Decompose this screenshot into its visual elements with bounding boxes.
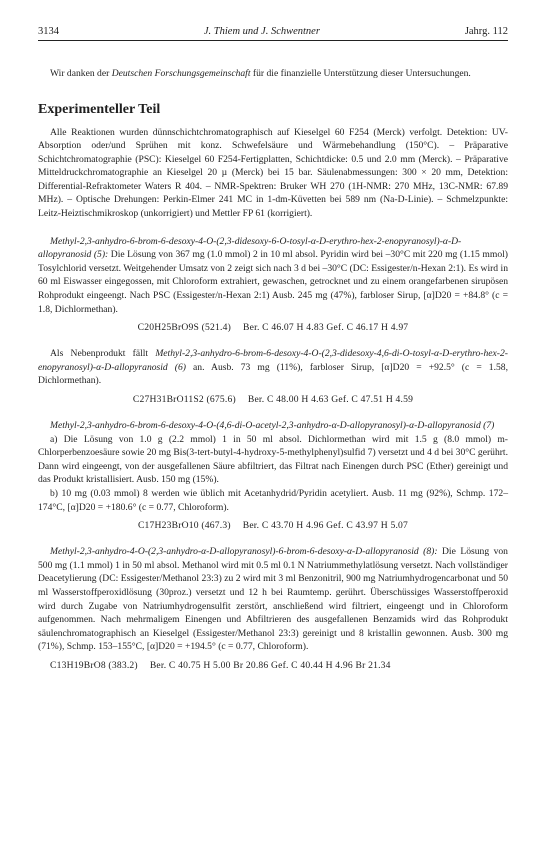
- compound-5-analysis: Ber. C 46.07 H 4.83 Gef. C 46.17 H 4.97: [243, 322, 409, 334]
- compound-5-procedure: [38, 235, 508, 317]
- journal-page: [38, 26, 508, 671]
- compound-8-title: Methyl-2,3-anhydro-4-O-(2,3-anhydro-α-D-allopyranosyl)-6-brom-6-desoxy-α-D-allopyranosid (8):: [50, 546, 438, 558]
- header-authors: J. Thiem und J. Schwentner: [203, 26, 320, 37]
- compound-7-formula: C17H23BrO10 (467.3): [137, 520, 231, 532]
- general-methods: Alle Reaktionen wurden dünnschichtchromatographisch auf Kieselgel 60 F254 (Merck) verfolgt. Detektion: UV-Absorption oder/und Sprühen mit konz. Schwefelsäure und Wärmebehandlung (150°C). – Präparative Schichtchromatographie (PSC): Kieselgel 60 F254-Fertigplatten, Schichtdicke: 0.5 und 2.0 mm (Merck). – Präparative Mitteldruckchromatographie an Kieselgel 20 µ (Merck) bei 15 bar. Säulenabmessungen: 300 × 20 mm, Detektion: Differential-Refraktometer Waters R 404. – NMR-Spektren: Bruker WH 270 (1H-NMR: 270 MHz, 13C-NMR: 67.89 MHz). – Optische Drehungen: Perkin-Elmer 241 MC in 1-dm-Küvetten bei 589 nm (Na-D-Linie). – Schmelzpunkte: Leitz-Heiztischmikroskop (unkorrigiert) und Mettler FP 61 (korrigiert).: [38, 126, 508, 220]
- compound-6-title: Methyl-2,3-anhydro-6-brom-6-desoxy-4-O-(2,3-didesoxy-4,6-di-O-tosyl-α-D-erythro-hex-2-enopyranosyl)-α-D-allopyranosid (6): [38, 348, 508, 373]
- compound-5-formula: C20H25BrO9S (521.4): [137, 322, 232, 334]
- compound-8-procedure: [38, 545, 508, 654]
- compound-6-analysis-line: [38, 394, 508, 405]
- compound-7-title: Methyl-2,3-anhydro-6-brom-6-desoxy-4-O-(4,6-di-O-acetyl-2,3-anhydro-α-D-allopyranosyl)-α-D-allopyranosid (7): [50, 420, 495, 431]
- compound-6-text-pre: Als Nebenprodukt fällt: [50, 348, 156, 360]
- compound-6-procedure: [38, 347, 508, 388]
- header-journal: Jahrg. 112: [464, 26, 508, 37]
- compound-8-analysis: Ber. C 40.75 H 5.00 Br 20.86 Gef. C 40.44 H 4.96 Br 21.34: [149, 659, 391, 671]
- compound-8: [38, 545, 508, 671]
- compound-6: [38, 347, 508, 405]
- compound-5-title: Methyl-2,3-anhydro-6-brom-6-desoxy-4-O-(2,3-didesoxy-6-O-tosyl-α-D-erythro-hex-2-enopyranosyl)-α-D-allopyranosid (5):: [38, 235, 462, 261]
- acknowledgement: [38, 67, 508, 82]
- ack-pre: Wir danken der: [50, 68, 112, 79]
- compound-8-formula: C13H19BrO8 (383.2): [50, 659, 138, 671]
- compound-8-analysis-line: [38, 660, 508, 671]
- compound-7-analysis: Ber. C 43.70 H 4.96 Gef. C 43.97 H 5.07: [242, 520, 409, 532]
- page-number: 3134: [38, 26, 59, 37]
- compound-6-analysis: Ber. C 48.00 H 4.63 Gef. C 47.51 H 4.59: [247, 394, 414, 405]
- section-title: Experimenteller Teil: [38, 101, 161, 117]
- ack-post: für die finanzielle Unterstützung dieser Untersuchungen.: [250, 68, 471, 79]
- compound-5-text: Die Lösung von 367 mg (1.0 mmol) 2 in 10 ml absol. Pyridin wird bei –30°C mit 220 mg (1.15 mmol) Tosylchlorid versetzt. Weitgehender Umsatz von 2 zeigt sich nach 3 d bei –30°C (DC: Essigester/n-Hexan 2:1). Es wird in 60 ml Eiswasser eingegossen, mit Chloroform extrahiert, gewaschen, getrocknet und zu einem orangefarbenen sirupösen Rohprodukt eingeengt. Nach PSC (Essigester/n-Hexan 2:1) Ausb. 245 mg (47%), farbloser Sirup, [α]D20 = +84.8° (c = 1.8, Dichlormethan).: [38, 249, 508, 315]
- compound-6-formula: C27H31BrO11S2 (675.6): [132, 394, 236, 405]
- compound-5-analysis-line: [38, 322, 508, 333]
- compound-8-text: Die Lösung von 500 mg (1.1 mmol) 1 in 50 ml absol. Methanol wird mit 0.5 ml 0.1 N Natriummethylatlösung versetzt. Nach vollständiger Deacetylierung (DC: Essigester/Methanol 23:3) zu 2 wird mit 3 ml Benzonitril, 900 mg Natriumhydrogencarbonat und 50 ml Wasserstoffperoxidlösung (30proz.) versetzt und 12 h bei Raumtemp. gerührt. Überschüssiges Wasserstoffperoxid wird durch Zugabe von Natriumhydrogensulfit zerstört, anschließend wird filtriert, eingeengt und in Chloroform aufgenommen. Nach mehrmaligem Einengen und Abfiltrieren des ausgefallenen Benzamids wird das Rohprodukt säulenchromatographisch an Kieselgel (Essigester/Methanol 23:3) gereinigt und 8 kristallin gewonnen. Ausb. 300 mg (71%), Schmp. 153–155°C, [α]D20 = +194.5° (c = 0.77, Chloroform).: [38, 546, 508, 653]
- compound-7: [38, 419, 508, 531]
- compound-5: [38, 235, 508, 334]
- compound-7-method-a: a) Die Lösung von 1.0 g (2.2 mmol) 1 in 50 ml absol. Dichlormethan wird mit 1.5 g (8.0 mmol) m-Chlorperbenzoesäure sowie 20 mg Bis(3-tert-butyl-4-hydroxy-5-methylphenyl)sulfid 7) versetzt und 4 d bei 30°C gerührt. Dann wird eingeengt, von der ausgefallenen Säure abfiltriert, das Filtrat nach Einengen durch PSC (Ether) gereinigt und das Produkt kristallisiert. Ausb. 150 mg (15%).: [38, 433, 508, 486]
- compound-7-method-b: b) 10 mg (0.03 mmol) 8 werden wie üblich mit Acetanhydrid/Pyridin acetyliert. Ausb. 11 mg (92%), Schmp. 172–174°C, [α]D20 = +180.6° (c = 0.77, Chloroform).: [38, 487, 508, 513]
- ack-org: Deutschen Forschungsgemeinschaft: [111, 68, 251, 79]
- compound-7-analysis-line: [38, 520, 508, 531]
- running-header: [38, 26, 508, 41]
- compound-6-text-post: an. Ausb. 73 mg (11%), farbloser Sirup, [α]D20 = +92.5° (c = 1.58, Dichlormethan).: [38, 361, 508, 387]
